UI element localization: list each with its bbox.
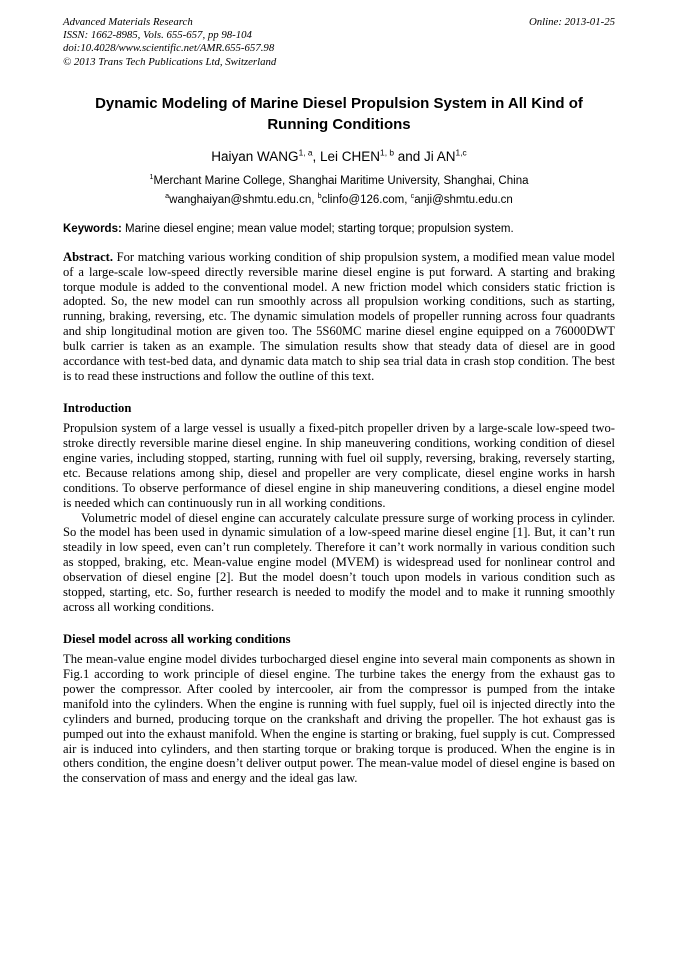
- paragraph: Propulsion system of a large vessel is usually a fixed-pitch propeller driven by a large-scale low-speed two-stroke directly reversible marine diesel engine. In ship maneuvering conditions, working condition of diesel engine varies, including stopped, starting, running with fuel oil supply, reversing, braking, reversely starting, etc. Because relations among ship, diesel and propeller are very complicate, diesel engine works in harsh conditions. To observe performance of diesel engine in ship maneuvering conditions, a diesel engine model is needed which can continuously run in all working conditions.: [63, 420, 615, 510]
- affiliation-line: [63, 172, 615, 187]
- author-name: and Ji AN: [394, 148, 456, 164]
- author-affiliation-marker: 1, b: [380, 147, 394, 158]
- email-marker: c: [410, 191, 415, 200]
- journal-name: Advanced Materials Research: [63, 16, 193, 28]
- authors-line: [63, 149, 615, 164]
- email-marker: a: [165, 191, 170, 200]
- email-marker: b: [317, 191, 322, 200]
- email-address: anji@shmtu.edu.cn: [414, 193, 513, 206]
- section-heading-introduction: Introduction: [63, 400, 132, 415]
- emails-line: [63, 191, 615, 206]
- author-name: Haiyan WANG: [211, 148, 299, 164]
- email-address: wanghaiyan@shmtu.edu.cn,: [169, 193, 318, 206]
- section-heading-diesel-model: Diesel model across all working conditions: [63, 631, 291, 646]
- journal-header: [63, 16, 615, 69]
- doi-line: doi:10.4028/www.scientific.net/AMR.655-657.98: [63, 42, 275, 55]
- keywords-label: Keywords:: [63, 222, 122, 235]
- author-affiliation-marker: 1, a: [298, 147, 313, 158]
- paragraph: Volumetric model of diesel engine can accurately calculate pressure surge of working process in cylinder. So the model has been used in dynamic simulation of a low-speed marine diesel engine [1]. But, it can’t run steadily in low speed, even can’t run completely. Therefore it can’t work normally in various condition such as stopped, braking, etc. Mean-value engine model (MVEM) is widespread used for nonlinear control and observation of diesel engine [2]. But the model doesn’t touch upon models in various condition such as stopped, starting, etc. So, further research is needed to modify the model and to make it running smoothly across all working conditions.: [63, 510, 615, 615]
- copyright-line: © 2013 Trans Tech Publications Ltd, Switzerland: [63, 55, 277, 68]
- abstract-text: For matching various working condition of ship propulsion system, a modified mean value model of a large-scale low-speed directly reversible marine diesel engine is put forward. A starting and braking torque module is added to the conventional model. A new friction model which considers static friction is adopted. So, the new model can run smoothly across all propulsion working conditions, such as starting, running, braking, reversing, etc. The dynamic simulation models of propeller running across four quadrants and ship longitudinal motion are given too. The 5S60MC marine diesel engine equipped on a 76000DWT bulk carrier is taken as an example. The simulation results show that steady data of diesel are in good accordance with test-bed data, and dynamic data match to ship sea trial data in crash stop condition. The best is to read these instructions and follow the outline of this text.: [63, 249, 615, 384]
- journal-header-left: [63, 16, 276, 69]
- keywords-line: [63, 223, 615, 235]
- author-affiliation-marker: 1,c: [455, 147, 467, 158]
- email-address: clinfo@126.com,: [321, 193, 411, 206]
- affiliation-marker: 1: [149, 172, 154, 181]
- abstract-label: Abstract.: [63, 249, 114, 264]
- keywords-text: Marine diesel engine; mean value model; starting torque; propulsion system.: [121, 222, 514, 235]
- affiliation-text: Merchant Marine College, Shanghai Maritime University, Shanghai, China: [153, 174, 529, 187]
- paragraph: The mean-value engine model divides turbocharged diesel engine into several main components as shown in Fig.1 according to work principle of diesel engine. The turbine takes the energy from the exhaust gas to power the compressor. After cooled by intercooler, air from the compressor is pumped from the intake manifold into the cylinders. When the engine is running with fuel supply, fuel oil is injected directly into the cylinders and burned, producing torque on the crankshaft and driving the propeller. The hot exhaust gas is pumped out into the exhaust manifold. When the engine is starting or braking, fuel supply is cut. Compressed air is induced into cylinders, and then starting torque or braking torque is produced. When the engine is in others condition, the engine doesn’t deliver output power. The mean-value model of diesel engine is based on the conservation of mass and energy and the ideal gas law.: [63, 651, 615, 786]
- paper-title: Dynamic Modeling of Marine Diesel Propulsion System in All Kind of Running Conditions: [95, 94, 583, 133]
- online-date: Online: 2013-01-25: [528, 16, 615, 28]
- abstract-paragraph: [63, 250, 615, 384]
- author-name: , Lei CHEN: [312, 148, 381, 164]
- issn-line: ISSN: 1662-8985, Vols. 655-657, pp 98-104: [63, 29, 252, 42]
